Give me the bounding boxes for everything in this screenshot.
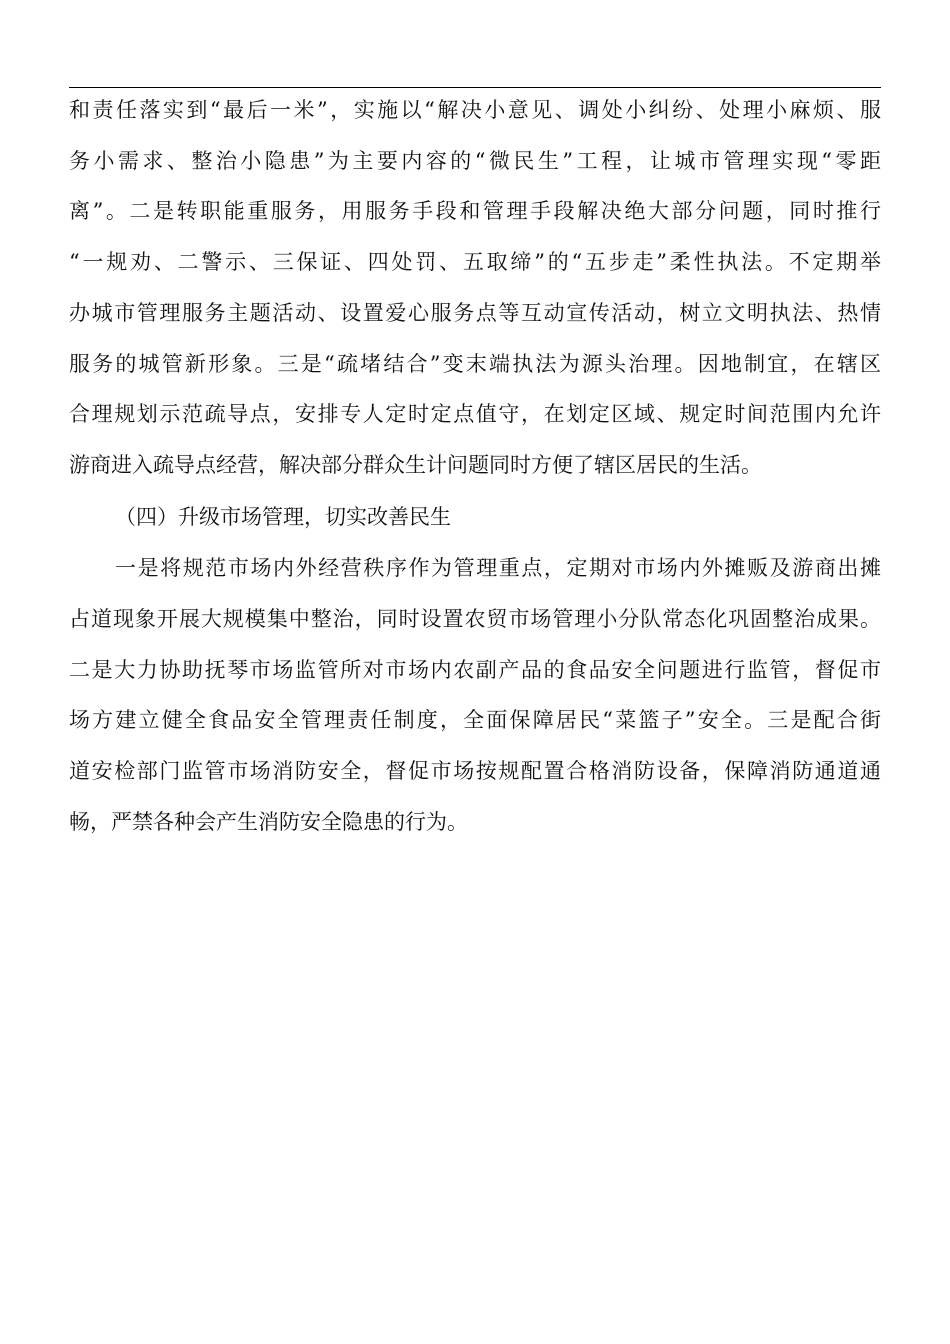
header-rule	[69, 87, 881, 88]
section-heading: （四）升级市场管理，切实改善民生	[115, 505, 451, 529]
paragraph-line: 离”。二是转职能重服务，用服务手段和管理手段解决绝大部分问题，同时推行	[69, 199, 881, 223]
paragraph-line: 服务的城管新形象。三是“疏堵结合”变末端执法为源头治理。因地制宜，在辖区	[69, 352, 881, 376]
paragraph-line: 占道现象开展大规模集中整治，同时设置农贸市场管理小分队常态化巩固整治成果。	[69, 607, 881, 631]
paragraph-line: 游商进入疏导点经营，解决部分群众生计问题同时方便了辖区居民的生活。	[69, 453, 762, 477]
paragraph-line: “一规劝、二警示、三保证、四处罚、五取缔”的“五步走”柔性执法。不定期举	[69, 250, 881, 274]
paragraph-line: 一是将规范市场内外经营秩序作为管理重点，定期对市场内外摊贩及游商出摊	[115, 556, 881, 580]
paragraph-line: 办城市管理服务主题活动、设置爱心服务点等互动宣传活动，树立文明执法、热情	[69, 301, 881, 325]
paragraph-line: 道安检部门监管市场消防安全，督促市场按规配置合格消防设备，保障消防通道通	[69, 759, 881, 783]
paragraph-line: 场方建立健全食品安全管理责任制度，全面保障居民“菜篮子”安全。三是配合街	[69, 708, 881, 732]
paragraph-line: 二是大力协助抚琴市场监管所对市场内农副产品的食品安全问题进行监管，督促市	[69, 658, 881, 682]
paragraph-line: 合理规划示范疏导点，安排专人定时定点值守，在划定区域、规定时间范围内允许	[69, 402, 881, 426]
paragraph-line: 畅，严禁各种会产生消防安全隐患的行为。	[69, 810, 468, 834]
paragraph-line: 务小需求、整治小隐患”为主要内容的“微民生”工程，让城市管理实现“零距	[69, 149, 881, 173]
paragraph-line: 和责任落实到“最后一米”，实施以“解决小意见、调处小纠纷、处理小麻烦、服	[69, 98, 881, 122]
